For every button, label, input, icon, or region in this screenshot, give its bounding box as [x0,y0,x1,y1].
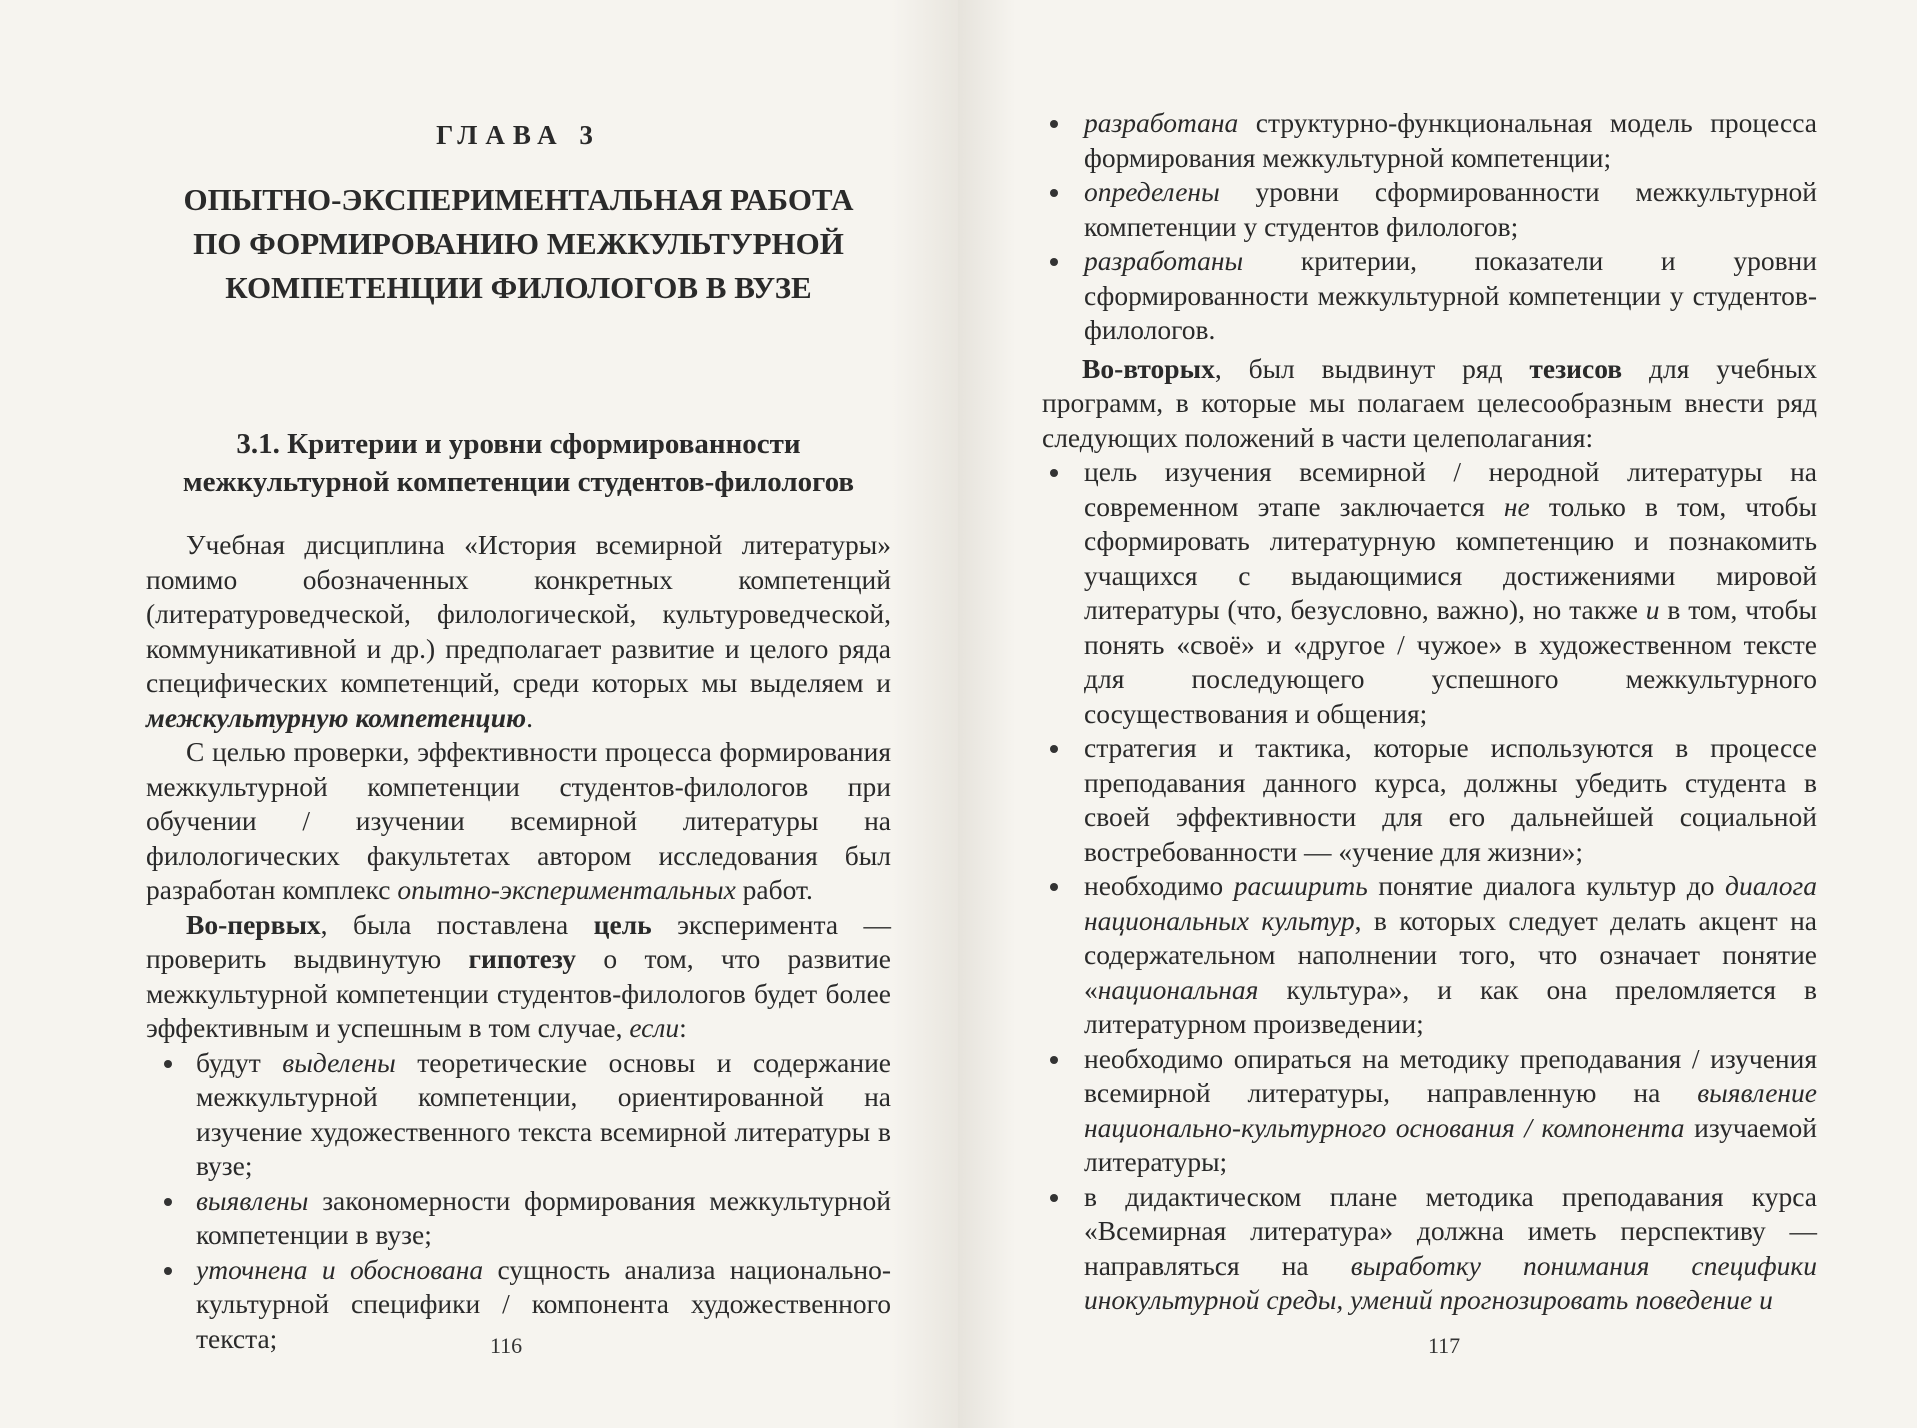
right-page-content [1042,106,1817,1318]
list-item: стратегия и тактика, которые используются в процессе преподавания данного курса, должны убедить студента в своей эффективности для его дальнейшей социальной востребованности — «учение для жизни»; [1042,731,1817,869]
list-item: необходимо расширить понятие диалога культур до диалога национальных культур, в которых следует делать акцент на содержательном наполнении того, что означает понятие «национальная культура», и как она преломляется в литературном произведении; [1042,869,1817,1042]
list-item: уточнена и обоснована сущность анализа национально-культурной специфики / компонента художественного текста; [146,1253,891,1357]
bullet-icon [164,1267,172,1275]
list-item: разработаны критерии, показатели и уровни сформированности межкультурной компетенции у студентов-филологов. [1042,244,1817,348]
list-item: будут выделены теоретические основы и содержание межкультурной компетенции, ориентированной на изучение художественного текста всемирной литературы в вузе; [146,1046,891,1184]
bullet-icon [1050,189,1058,197]
list-item: выявлены закономерности формирования межкультурной компетенции в вузе; [146,1184,891,1253]
list-item: в дидактическом плане методика преподавания курса «Всемирная литература» должна иметь перспективу — направляться на выработку понимания специфики инокультурной среды, умений прогнозировать поведение и [1042,1180,1817,1318]
paragraph: Учебная дисциплина «История всемирной литературы» помимо обозначенных конкретных компетенций (литературоведческой, филологической, культуроведческой, коммуникативной и др.) предполагает развитие и целого ряда специфических компетенций, среди которых мы выделяем и межкультурную компетенцию. [146,529,891,733]
section-title [146,425,891,501]
page-number-right: 117 [1428,1333,1461,1358]
bullet-icon [164,1198,172,1206]
page-number-left: 116 [490,1333,523,1358]
section-title-line: 3.1. Критерии и уровни сформированности [236,428,801,460]
left-body-text [146,528,891,1356]
chapter-title-line: ПО ФОРМИРОВАНИЮ МЕЖКУЛЬТУРНОЙ [193,226,844,261]
theses-list [1042,455,1817,1318]
bullet-icon [1050,469,1058,477]
chapter-title [146,178,891,310]
paragraph: С целью проверки, эффективности процесса формирования межкультурной компетенции студентов-филологов при обучении / изучении всемирной литературы на филологических факультетах автором исследования был разработан комплекс опытно-экспериментальных работ. [146,736,891,905]
chapter-title-line: ОПЫТНО-ЭКСПЕРИМЕНТАЛЬНАЯ РАБОТА [183,182,854,217]
paragraph: Во-первых, была поставлена цель эксперимента — проверить выдвинутую гипотезу о том, что развитие межкультурной компетенции студентов-филологов будет более эффективным и успешным в том случае, если: [146,908,892,1043]
chapter-title-line: КОМПЕТЕНЦИИ ФИЛОЛОГОВ В ВУЗЕ [225,270,812,305]
chapter-label: ГЛАВА 3 [436,120,601,150]
bullet-icon [1050,745,1058,753]
bullet-icon [1050,1056,1058,1064]
bullet-icon [1050,258,1058,266]
right-page [958,0,1917,1428]
hypothesis-list-continued [1042,106,1817,348]
bullet-icon [1050,120,1058,128]
hypothesis-list [146,1046,891,1357]
section-title-line: межкультурной компетенции студентов-филологов [182,466,855,498]
bullet-icon [1050,883,1058,891]
bullet-icon [164,1060,172,1068]
left-page [0,0,958,1428]
list-item: цель изучения всемирной / неродной литературы на современном этапе заключается не только в том, чтобы сформировать литературную компетенцию и познакомить учащихся с выдающимися достижениями мировой литературы (что, безусловно, важно), но также и в том, чтобы понять «своё» и «другое / чужое» в художественном тексте для последующего успешного межкультурного сосуществования и общения; [1042,455,1817,731]
list-item: определены уровни сформированности межкультурной компетенции у студентов филологов; [1042,175,1817,244]
list-item: необходимо опираться на методику преподавания / изучения всемирной литературы, направленную на выявление национально-культурного основания / компонента изучаемой литературы; [1042,1042,1817,1180]
list-item: разработана структурно-функциональная модель процесса формирования межкультурной компетенции; [1042,106,1817,175]
paragraph: Во-вторых, был выдвинут ряд тезисов для учебных программ, в которые мы полагаем целесообразным внести ряд следующих положений в части целеполагания: [1042,352,1817,453]
bullet-icon [1050,1194,1058,1202]
